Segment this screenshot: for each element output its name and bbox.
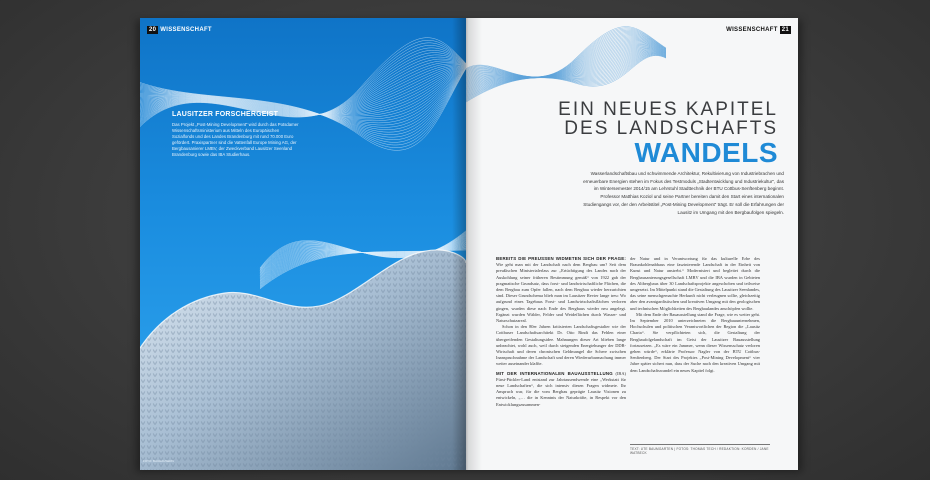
headline-line-1: EIN NEUES KAPITEL (558, 99, 778, 120)
library-building-photo (140, 18, 466, 470)
sidebar-title: LAUSITZER FORSCHERGEIST (172, 111, 279, 118)
article-column-1 (496, 256, 626, 408)
right-page-section: WISSENSCHAFT (726, 27, 778, 33)
column-1-paragraph-1: Wie geht man mit der Landschaft nach dem Bergbau um? Seit dem preußischen Ministerialerlass zur „Ertüchtigung des Landes nach der Auskohlung seiner früheren Bestimmung gemäß“ von 1922 gab der pragmatische Grundsatz, dass forst- und landwirtschaftliche Flächen, die dem Bergbau zum Opfer fallen, nach dem Bergbau wieder herzurichten sind. Dieser Grundschema blieb man im Lausitzer Revier lange treu: Wo aufgrund eines Tagebaus Forst- und Landwirtschaftsflächen verloren gingen, wurden diese nach Ende des Bergbaus wieder neu angelegt. Ergänzt wurden Wälder, Felder und Weideflächen durch Wasser- und Naturschutzareal. (496, 262, 626, 324)
column-2-paragraph-1: der Natur und in Verantwortung für das kulturelle Erbe des Braunkohlenabbaus eine faszinierende Landschaft in der Einheit von Kunst und Natur anstrebt.“ Modernisiert und begleitet durch die Bergbausanierungsgesellschaft LMBV und die IBA wurden in Gebieten des Altbergbaus über 30 Landschaftsprojekte angeschoben und teilweise umgesetzt. Im Mittelpunkt stand die Gestaltung des Lausitzer Seenlandes, das seine menschgemachte Herkunft nicht verleugnen sollte, gleichzeitig aber den avantgardistischen und kreativen Umgang mit den geologischen und technischen Möglichkeiten des Bergbaulandes anschöpfen wollte. (630, 256, 760, 311)
column-1-paragraph-3: (IBA) Fürst-Pückler-Land entstand zur Jahrtausendwende eine „Werkstatt für neue Landschaften“, die sich intensiv diesen Fragen widmete. Ihr Anspruch war, für die vom Bergbau geprägte Lausitz Visionen zu entwickeln, „… die in Kenntnis der Naturkräfte, in Respekt vor den Entwicklungszusammen- (496, 370, 626, 407)
article-headline (558, 100, 778, 168)
image-caption: FOTO: BAUHAUSERN (143, 459, 174, 463)
left-page-folio (147, 26, 212, 34)
column-1-runin-2: MIT DER INTERNATIONALEN BAUAUSSTELLUNG (496, 370, 613, 376)
column-2-paragraph-2: Mit dem Ende der Bauausstellung stand die Frage, wie es weiter geht. Im September 2010 unterzeichneten die Bergbauunternehmen, Hochschulen und politischen Verantwortlichen der Region die „Lausitz Charta“. Sie verpflichteten sich, die Gestaltung der Bergbaufolgelandschaft im Geist der Lausitzer Bauausstellung fortzusetzen. „Es wäre ein Jammer, wenn dieser Wissensschatz verloren gehen würde“, erklärte Professor Nagler von der BTU Cottbus-Senftenberg. Der Start des Projektes „Post-Mining Development“ vier Jahre später sichert nun, dass der Suche nach den kreativen Umgang mit dem Landschaftswandel ein neues Kapitel folgt. (630, 311, 760, 373)
right-page (466, 18, 798, 470)
article-lead: Wasserlandschaftsbau und schwimmende Architektur, Rekultivierung von Industriebrachen und erneuerbare Energien stehen im Fokus des Testmoduls „Stadtentwicklung und Industriekultur“, das im Wintersemester 2014/15 am Lehrstuhl Stadttechnik der BTU Cottbus-Senftenberg beginnt. Professor Matthias Koziol und seine Partner bereiten damit den Start eines internationalen Studiengangs vor, der den Arbeitstitel „Post-Mining Development“ trägt. Er soll die Erfahrungen der Lausitz im Umgang mit den Bergbaufolgen spiegeln. (583, 171, 784, 215)
sidebar-body: Das Projekt „Post-Mining Development“ wird durch das Potsdamer Wissenschaftsministerium aus Mitteln des Europäischen Sozialfonds und des Landes Brandenburg mit rund 70.000 Euro gefördert. Praxispartner sind die Vattenfall Europe Mining AG, der Bergbausanierer LMBV, der Zweckverband Lausitzer Seenland Brandenburg sowie das IBA Studierhaus. (172, 122, 299, 158)
right-page-folio (726, 26, 791, 34)
left-page (140, 18, 466, 470)
right-page-number: 21 (781, 27, 789, 33)
headline-line-2: DES LANDSCHAFTS (564, 118, 778, 139)
column-1-paragraph-2: Schon in den 80er Jahren kritisierten Landschaftsgestalter wie der Cottbuser Landschaftsarchitekt Dr. Otto Rindt das Fehlen einer übergreifenden Gestaltungsidee. Mahnungen dieser Art blieben lange unbeachtet, wohl auch, weil durch steigenden Energiehunger der DDR-Wirtschaft und deren chronischen Geldmangel die Schere zwischen Inanspruchnahme der Landschaft und deren Wiederurbarmachung immer weiter auseinander klaffte. (496, 324, 626, 367)
article-credits: TEXT: UTE BAUMGARTEN | FOTOS: THOMAS TECH / REDAKTION: KORDEN / JANE WATBECK (630, 444, 770, 455)
wave-line (466, 53, 666, 104)
column-1-runin: BEREITS DIE PREUSSEN WIDMETEN SICH DER FRAGE: (496, 256, 626, 261)
left-page-number: 20 (149, 27, 157, 33)
headline-line-3: WANDELS (634, 137, 778, 168)
article-column-2 (630, 256, 760, 374)
left-page-section: WISSENSCHAFT (160, 27, 212, 33)
